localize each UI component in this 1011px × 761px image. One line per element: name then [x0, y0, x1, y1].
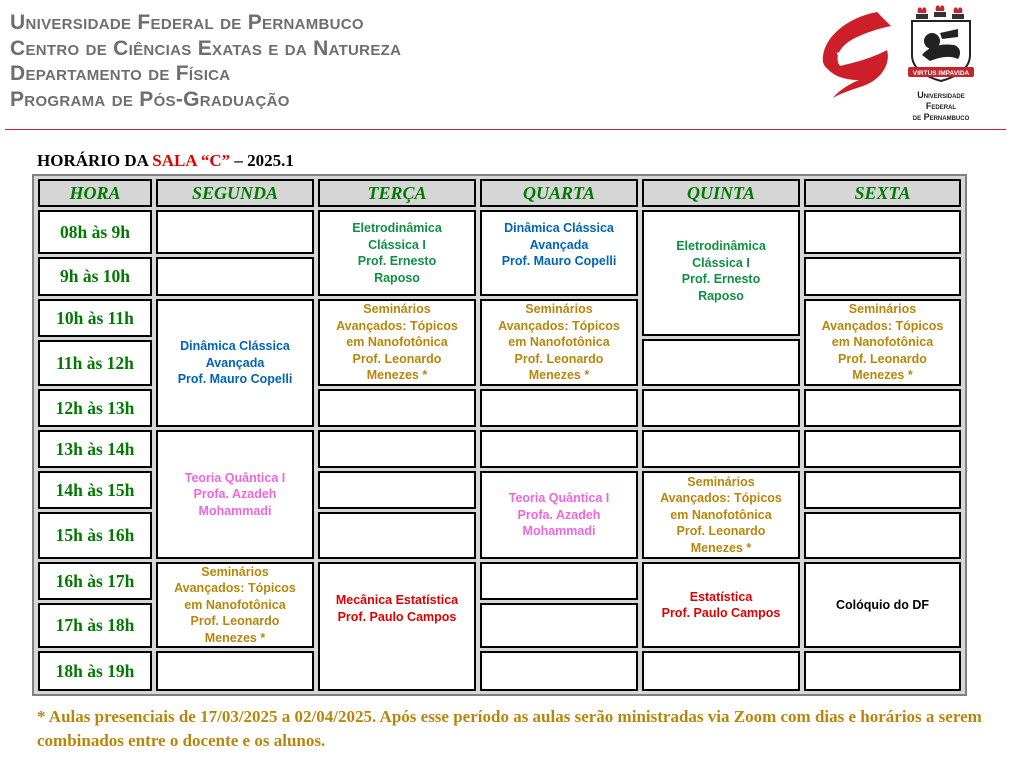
course-line: Dinâmica Clássica: [180, 339, 290, 354]
course-line: Profa. Azadeh: [193, 487, 277, 502]
course-line: Avançados: Tópicos: [821, 318, 944, 333]
course-line: Mohammadi: [198, 503, 272, 518]
course-text: [662, 589, 781, 622]
empty-slot: [804, 512, 961, 559]
column-header-sexta: [804, 179, 961, 207]
hour-label: 16h às 17h: [55, 570, 135, 591]
university-name: Universidade Federal de Pernambuco: [10, 11, 364, 34]
course-block: [156, 299, 314, 427]
column-header-segunda: [156, 179, 314, 207]
course-line: Teoria Quântica I: [184, 470, 286, 485]
title-room: SALA “C”: [152, 151, 231, 170]
course-line: Seminários: [363, 302, 431, 317]
course-block: [642, 210, 800, 336]
course-line: Estatística: [689, 589, 753, 604]
course-block: [480, 299, 638, 386]
hour-label: 9h às 10h: [59, 266, 131, 286]
course-line: Prof. Mauro Copelli: [501, 254, 617, 268]
course-line: Mohammadi: [522, 524, 596, 539]
institution-lines: [10, 10, 401, 112]
column-header-label: HORA: [69, 182, 121, 203]
course-line: Prof. Mauro Copelli: [177, 372, 293, 387]
course-block: [642, 471, 800, 559]
empty-slot: [480, 651, 638, 691]
empty-slot: [156, 257, 314, 296]
course-line: Menezes *: [528, 368, 590, 383]
course-block: [156, 562, 314, 648]
course-line: Prof. Paulo Campos: [661, 606, 781, 620]
hour-cell: [38, 257, 152, 296]
course-line: Eletrodinâmica: [676, 239, 766, 253]
column-header-label: QUINTA: [686, 182, 755, 203]
hour-cell: [38, 562, 152, 600]
course-block: [480, 471, 638, 559]
hour-cell: [38, 389, 152, 427]
column-header-quarta: [480, 179, 638, 207]
footnote: * Aulas presenciais de 17/03/2025 a 02/04/2025. Após esse período as aulas serão ministradas via Zoom com dias e horários a serem combinados entre o docente e os alunos.: [37, 707, 982, 750]
hour-label: 15h às 16h: [55, 525, 135, 545]
hour-label: 18h às 19h: [55, 660, 135, 681]
column-header-hora: [38, 179, 152, 207]
course-block: [642, 562, 800, 648]
course-text: [352, 220, 442, 286]
empty-slot: [318, 512, 476, 559]
course-line: em Nanofotônica: [346, 335, 448, 350]
course-text: [185, 470, 286, 520]
hour-cell: [38, 512, 152, 559]
course-line: em Nanofotônica: [670, 507, 772, 522]
course-text: [498, 301, 620, 384]
course-block: [318, 210, 476, 296]
course-line: Avançados: Tópicos: [660, 491, 782, 506]
ufpe-crest-icon: [900, 3, 982, 89]
hour-cell: [38, 651, 152, 691]
course-line: Prof. Paulo Campos: [337, 609, 457, 624]
hour-cell: [38, 210, 152, 254]
empty-slot: [804, 257, 961, 296]
course-line: em Nanofotônica: [831, 335, 934, 350]
hour-cell: [38, 340, 152, 386]
course-text: [509, 490, 610, 540]
schedule-table: [32, 174, 967, 696]
course-line: Avançada: [529, 237, 589, 252]
header-divider: [5, 129, 1006, 130]
empty-slot: [642, 430, 800, 468]
hour-cell: [38, 471, 152, 509]
course-line: Avançados: Tópicos: [336, 318, 458, 333]
course-line: Raposo: [374, 270, 420, 285]
empty-slot: [804, 389, 961, 427]
course-block: [156, 430, 314, 559]
title-suffix: – 2025.1: [234, 151, 294, 170]
empty-slot: [642, 389, 800, 427]
column-header-label: SEXTA: [854, 182, 911, 203]
course-line: Profa. Azadeh: [517, 507, 601, 522]
course-line: Colóquio do DF: [835, 597, 930, 612]
course-text: [178, 338, 293, 388]
course-line: Prof. Ernesto: [681, 272, 761, 286]
course-line: Teoria Quântica I: [508, 491, 610, 506]
course-line: em Nanofotônica: [508, 335, 610, 350]
course-line: Clássica I: [368, 237, 426, 252]
empty-slot: [156, 210, 314, 254]
column-header-label: SEGUNDA: [191, 182, 279, 203]
column-header-terca: [318, 179, 476, 207]
course-line: Mecânica Estatística: [335, 593, 459, 607]
course-line: Menezes *: [690, 540, 752, 555]
hour-label: 12h às 13h: [55, 397, 135, 418]
course-line: Menezes *: [852, 368, 913, 383]
course-text: [174, 564, 296, 647]
course-block: [318, 562, 476, 691]
course-text: [660, 474, 782, 557]
course-line: Prof. Leonardo: [352, 351, 442, 366]
ufpe-name-line: Federal: [925, 101, 957, 111]
column-header-label: QUARTA: [522, 182, 596, 203]
hour-label: 17h às 18h: [55, 615, 135, 635]
empty-slot: [480, 603, 638, 648]
course-line: Seminários: [687, 474, 755, 489]
course-line: Prof. Leonardo: [190, 614, 280, 629]
course-line: Menezes *: [366, 368, 428, 383]
empty-slot: [156, 651, 314, 691]
hour-label: 13h às 14h: [55, 438, 135, 459]
column-header-label: TERÇA: [367, 182, 427, 203]
course-line: Avançados: Tópicos: [174, 581, 296, 596]
empty-slot: [804, 210, 961, 254]
course-block: [318, 299, 476, 386]
course-text: [336, 301, 458, 384]
course-line: Seminários: [525, 302, 593, 317]
program-name: Programa de Pós-Graduação: [10, 87, 290, 111]
hour-label: 11h às 12h: [56, 352, 134, 373]
empty-slot: [804, 471, 961, 509]
course-line: Clássica I: [692, 255, 750, 270]
course-block: [804, 299, 961, 386]
course-line: Avançados: Tópicos: [498, 318, 620, 333]
course-text: [336, 592, 458, 625]
column-header-quinta: [642, 179, 800, 207]
empty-slot: [804, 651, 961, 691]
course-line: Prof. Leonardo: [514, 351, 604, 366]
hour-label: 08h às 9h: [59, 221, 131, 242]
course-line: Dinâmica Clássica: [504, 221, 614, 235]
empty-slot: [642, 339, 800, 386]
course-text: [676, 238, 766, 304]
course-line: em Nanofotônica: [184, 597, 286, 612]
page-header: [0, 0, 1011, 134]
course-line: Seminários: [848, 302, 917, 317]
hour-label: 10h às 11h: [56, 307, 134, 328]
empty-slot: [318, 430, 476, 468]
schedule-title: [37, 151, 294, 171]
course-text: [836, 597, 929, 614]
empty-slot: [480, 389, 638, 427]
course-block: [480, 210, 638, 296]
course-line: Prof. Leonardo: [838, 351, 927, 366]
course-line: Prof. Leonardo: [676, 524, 766, 539]
empty-slot: [480, 430, 638, 468]
hour-label: 14h às 15h: [55, 479, 135, 500]
title-prefix: HORÁRIO DA: [37, 151, 148, 170]
course-line: Seminários: [201, 564, 269, 579]
course-line: Avançada: [205, 355, 265, 370]
ufpe-name-line: de Pernambuco: [912, 112, 970, 122]
course-block: [804, 562, 961, 648]
course-line: Menezes *: [204, 630, 266, 645]
ccen-logo-icon: [815, 8, 895, 100]
department-name: Departamento de Física: [10, 62, 231, 85]
course-line: Raposo: [698, 288, 744, 303]
course-text: [822, 301, 944, 384]
course-line: Prof. Ernesto: [357, 254, 437, 268]
empty-slot: [318, 471, 476, 509]
hour-cell: [38, 430, 152, 468]
ufpe-logo-name: [900, 90, 982, 123]
center-name: Centro de Ciências Exatas e da Natureza: [10, 36, 402, 60]
ufpe-logo: [900, 3, 982, 127]
hour-cell: [38, 299, 152, 337]
empty-slot: [480, 562, 638, 600]
course-line: Eletrodinâmica: [352, 221, 442, 235]
empty-slot: [642, 651, 800, 691]
empty-slot: [804, 430, 961, 468]
course-text: [502, 220, 617, 270]
hour-cell: [38, 603, 152, 648]
ufpe-name-line: Universidade: [917, 90, 965, 100]
ufpe-motto: VIRTUS IMPAVIDA: [912, 70, 970, 77]
empty-slot: [318, 389, 476, 427]
